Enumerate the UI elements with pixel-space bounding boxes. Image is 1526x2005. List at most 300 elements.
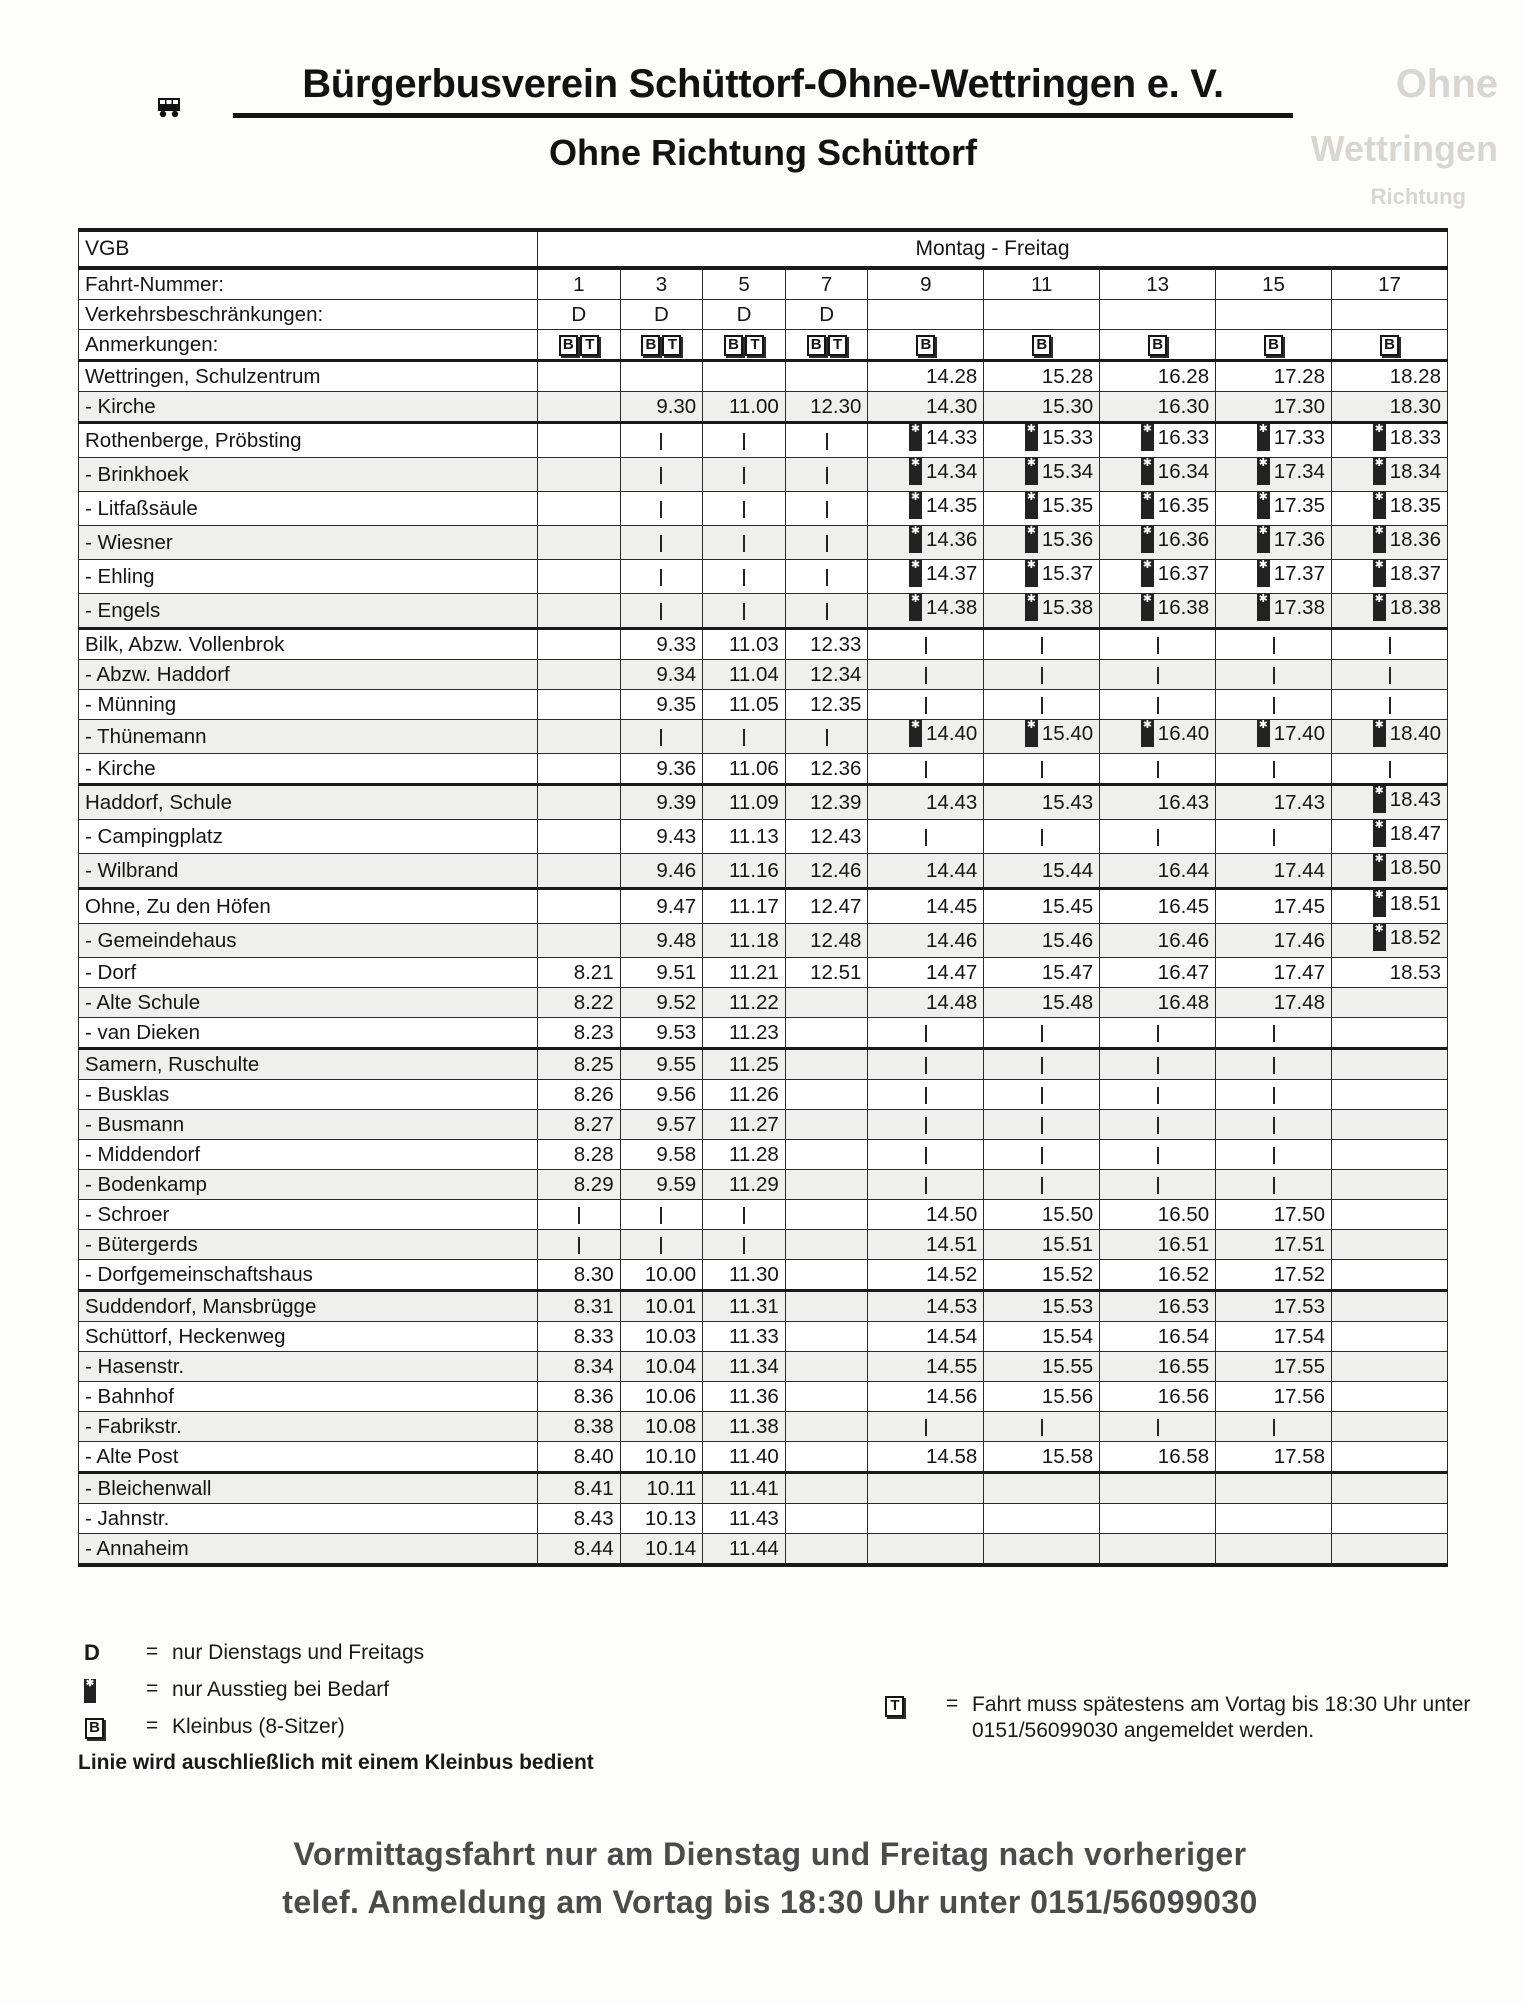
table-row bbox=[79, 958, 1448, 988]
minibus-badge-icon: B bbox=[641, 335, 660, 356]
through-line-icon bbox=[826, 729, 828, 746]
request-stop-flag-icon bbox=[1373, 924, 1386, 951]
table-row bbox=[79, 1080, 1448, 1110]
departure-time-cell: ✱ 16.37 bbox=[1100, 560, 1216, 594]
through-line-icon bbox=[826, 501, 828, 518]
table-row bbox=[79, 1442, 1448, 1473]
departure-time-cell: ✱ 18.47 bbox=[1332, 820, 1448, 854]
through-line-icon bbox=[660, 603, 662, 620]
legend-row bbox=[78, 1677, 818, 1703]
empty-cell bbox=[785, 1080, 868, 1110]
stop-name: - Münning bbox=[79, 690, 538, 720]
through-line-icon bbox=[925, 1419, 927, 1436]
legend-equals: = bbox=[146, 1677, 159, 1700]
through-marker-cell bbox=[703, 458, 786, 492]
through-line-icon bbox=[1041, 1177, 1043, 1194]
departure-time-cell: ✱ 16.40 bbox=[1100, 720, 1216, 754]
departure-time-cell: 11.27 bbox=[703, 1110, 786, 1140]
remarks-cell bbox=[868, 330, 984, 361]
through-marker-cell bbox=[703, 423, 786, 458]
through-marker-cell bbox=[785, 423, 868, 458]
legend-note: Linie wird auschließlich mit einem Kleinbus bedient bbox=[78, 1751, 594, 1775]
empty-cell bbox=[785, 361, 868, 392]
departure-time-cell: ✱ 16.36 bbox=[1100, 526, 1216, 560]
through-line-icon bbox=[826, 603, 828, 620]
departure-time-cell: 15.43 bbox=[984, 785, 1100, 820]
legend-equals: = bbox=[146, 1714, 159, 1738]
empty-cell bbox=[1332, 1534, 1448, 1566]
through-line-icon bbox=[1157, 637, 1159, 654]
through-marker-cell bbox=[868, 1080, 984, 1110]
stop-name: - Jahnstr. bbox=[79, 1504, 538, 1534]
request-stop-flag-icon bbox=[909, 424, 922, 451]
departure-time-cell: 14.44 bbox=[868, 854, 984, 889]
through-line-icon bbox=[660, 433, 662, 450]
departure-time-cell: 8.38 bbox=[538, 1412, 621, 1442]
table-row bbox=[79, 1382, 1448, 1412]
through-marker-cell bbox=[1332, 660, 1448, 690]
through-line-icon bbox=[1041, 1117, 1043, 1134]
table-row bbox=[79, 1110, 1448, 1140]
restriction-cell bbox=[1100, 300, 1216, 330]
stop-name: - Dorfgemeinschaftshaus bbox=[79, 1260, 538, 1291]
through-marker-cell bbox=[1216, 1170, 1332, 1200]
row-label-restrictions: Verkehrsbeschränkungen: bbox=[79, 300, 538, 330]
departure-time-cell: 15.47 bbox=[984, 958, 1100, 988]
departure-time-cell: 9.56 bbox=[620, 1080, 703, 1110]
restriction-cell bbox=[868, 300, 984, 330]
empty-cell bbox=[1332, 1412, 1448, 1442]
through-line-icon bbox=[660, 569, 662, 586]
through-line-icon bbox=[1157, 1147, 1159, 1164]
empty-cell bbox=[538, 754, 621, 785]
table-row bbox=[79, 1018, 1448, 1049]
through-marker-cell bbox=[1100, 629, 1216, 660]
empty-cell bbox=[1332, 1260, 1448, 1291]
through-marker-cell bbox=[703, 526, 786, 560]
departure-time-cell: 9.55 bbox=[620, 1049, 703, 1080]
page-title: Bürgerbusverein Schüttorf-Ohne-Wettringen e. V. bbox=[302, 62, 1224, 106]
empty-cell bbox=[538, 458, 621, 492]
departure-time-cell: 12.33 bbox=[785, 629, 868, 660]
restrictions-row bbox=[79, 300, 1448, 330]
departure-time-cell: 14.53 bbox=[868, 1291, 984, 1322]
through-marker-cell bbox=[984, 1140, 1100, 1170]
through-line-icon bbox=[578, 1207, 580, 1224]
empty-cell bbox=[538, 690, 621, 720]
departure-time-cell: 12.39 bbox=[785, 785, 868, 820]
departure-time-cell: 17.56 bbox=[1216, 1382, 1332, 1412]
request-stop-flag-icon bbox=[1257, 560, 1270, 587]
table-row bbox=[79, 392, 1448, 423]
through-marker-cell bbox=[1100, 820, 1216, 854]
departure-time-cell: 17.52 bbox=[1216, 1260, 1332, 1291]
through-line-icon bbox=[743, 467, 745, 484]
departure-time-cell: ✱ 16.33 bbox=[1100, 423, 1216, 458]
phone-booking-badge-icon: T bbox=[885, 1696, 904, 1717]
table-row bbox=[79, 1473, 1448, 1504]
departure-time-cell: 15.58 bbox=[984, 1442, 1100, 1473]
empty-cell bbox=[785, 1200, 868, 1230]
departure-time-cell: 12.47 bbox=[785, 889, 868, 924]
departure-time-cell: 8.31 bbox=[538, 1291, 621, 1322]
through-marker-cell bbox=[868, 1110, 984, 1140]
departure-time-cell: ✱ 16.35 bbox=[1100, 492, 1216, 526]
phone-booking-badge-icon: T bbox=[745, 335, 764, 356]
empty-cell bbox=[785, 1018, 868, 1049]
empty-cell bbox=[984, 1504, 1100, 1534]
stop-name: - Engels bbox=[79, 594, 538, 629]
empty-cell bbox=[785, 1110, 868, 1140]
table-row bbox=[79, 492, 1448, 526]
phone-booking-badge-icon: T bbox=[580, 335, 599, 356]
table-row bbox=[79, 1322, 1448, 1352]
through-marker-cell bbox=[703, 1230, 786, 1260]
through-marker-cell bbox=[984, 1412, 1100, 1442]
through-marker-cell bbox=[785, 458, 868, 492]
legend-description: Kleinbus (8-Sitzer) bbox=[172, 1715, 345, 1739]
empty-cell bbox=[785, 1170, 868, 1200]
through-marker-cell bbox=[1100, 690, 1216, 720]
legend-row bbox=[878, 1692, 1478, 1744]
empty-cell bbox=[785, 1291, 868, 1322]
remarks-cell bbox=[703, 330, 786, 361]
empty-cell bbox=[538, 660, 621, 690]
through-line-icon bbox=[925, 1177, 927, 1194]
departure-time-cell: ✱ 14.35 bbox=[868, 492, 984, 526]
through-marker-cell bbox=[868, 1170, 984, 1200]
table-row bbox=[79, 720, 1448, 754]
through-line-icon bbox=[1041, 1025, 1043, 1042]
empty-cell bbox=[1332, 1230, 1448, 1260]
stop-name: Ohne, Zu den Höfen bbox=[79, 889, 538, 924]
departure-time-cell: ✱ 14.40 bbox=[868, 720, 984, 754]
restriction-cell bbox=[984, 300, 1100, 330]
legend-key bbox=[78, 1714, 146, 1740]
stop-name: - Busklas bbox=[79, 1080, 538, 1110]
legend-equals: = bbox=[146, 1640, 159, 1663]
through-line-icon bbox=[578, 1237, 580, 1254]
request-stop-flag-icon bbox=[1373, 890, 1386, 917]
empty-cell bbox=[1332, 1322, 1448, 1352]
empty-cell bbox=[785, 1412, 868, 1442]
through-line-icon bbox=[743, 1237, 745, 1254]
trip-number-5: 5 bbox=[703, 268, 786, 300]
departure-time-cell: 16.44 bbox=[1100, 854, 1216, 889]
request-stop-flag-icon bbox=[1373, 424, 1386, 451]
empty-cell bbox=[868, 1473, 984, 1504]
departure-time-cell: ✱ 18.51 bbox=[1332, 889, 1448, 924]
phone-booking-badge-icon: T bbox=[662, 335, 681, 356]
departure-time-cell: 16.56 bbox=[1100, 1382, 1216, 1412]
through-line-icon bbox=[925, 1025, 927, 1042]
through-marker-cell bbox=[868, 660, 984, 690]
table-row bbox=[79, 594, 1448, 629]
stop-name: - Thünemann bbox=[79, 720, 538, 754]
stop-name: - Alte Schule bbox=[79, 988, 538, 1018]
through-marker-cell bbox=[868, 1049, 984, 1080]
departure-time-cell: 14.30 bbox=[868, 392, 984, 423]
empty-cell bbox=[785, 1140, 868, 1170]
remarks-row bbox=[79, 330, 1448, 361]
trip-number-15: 15 bbox=[1216, 268, 1332, 300]
departure-time-cell: 10.04 bbox=[620, 1352, 703, 1382]
through-marker-cell bbox=[1216, 754, 1332, 785]
departure-time-cell: 17.55 bbox=[1216, 1352, 1332, 1382]
through-line-icon bbox=[826, 433, 828, 450]
through-marker-cell bbox=[785, 720, 868, 754]
empty-cell bbox=[1332, 1140, 1448, 1170]
through-marker-cell bbox=[1100, 660, 1216, 690]
departure-time-cell: 16.51 bbox=[1100, 1230, 1216, 1260]
bottom-notice bbox=[90, 1830, 1450, 1926]
notice-line-1: Vormittagsfahrt nur am Dienstag und Freitag nach vorheriger bbox=[293, 1836, 1247, 1872]
request-stop-flag-icon bbox=[1141, 720, 1154, 747]
table-row bbox=[79, 1200, 1448, 1230]
departure-time-cell: 11.18 bbox=[703, 924, 786, 958]
empty-cell bbox=[703, 361, 786, 392]
empty-cell bbox=[1332, 1110, 1448, 1140]
legend-description: nur Ausstieg bei Bedarf bbox=[172, 1678, 390, 1701]
departure-time-cell: 14.52 bbox=[868, 1260, 984, 1291]
through-line-icon bbox=[826, 535, 828, 552]
empty-cell bbox=[620, 361, 703, 392]
through-line-icon bbox=[660, 729, 662, 746]
departure-time-cell: 18.53 bbox=[1332, 958, 1448, 988]
through-marker-cell bbox=[1216, 690, 1332, 720]
stop-name: - Alte Post bbox=[79, 1442, 538, 1473]
departure-time-cell: 9.36 bbox=[620, 754, 703, 785]
departure-time-cell: 8.25 bbox=[538, 1049, 621, 1080]
remarks-cell bbox=[538, 330, 621, 361]
stop-name: - Litfaßsäule bbox=[79, 492, 538, 526]
request-stop-flag-icon bbox=[1025, 458, 1038, 485]
table-header-row bbox=[79, 230, 1448, 268]
departure-time-cell: 14.58 bbox=[868, 1442, 984, 1473]
restriction-cell: D bbox=[785, 300, 868, 330]
minibus-badge-icon: B bbox=[916, 335, 935, 356]
empty-cell bbox=[538, 594, 621, 629]
through-line-icon bbox=[1157, 697, 1159, 714]
departure-time-cell: ✱ 18.33 bbox=[1332, 423, 1448, 458]
phone-booking-badge-icon: T bbox=[828, 335, 847, 356]
through-marker-cell bbox=[703, 1200, 786, 1230]
departure-time-cell: 11.00 bbox=[703, 392, 786, 423]
through-line-icon bbox=[925, 761, 927, 778]
request-stop-flag-icon bbox=[1141, 424, 1154, 451]
table-row bbox=[79, 1352, 1448, 1382]
departure-time-cell: ✱ 14.34 bbox=[868, 458, 984, 492]
departure-time-cell: 14.56 bbox=[868, 1382, 984, 1412]
stop-name: - Middendorf bbox=[79, 1140, 538, 1170]
departure-time-cell: ✱ 16.38 bbox=[1100, 594, 1216, 629]
departure-time-cell: 12.51 bbox=[785, 958, 868, 988]
departure-time-cell: ✱ 15.34 bbox=[984, 458, 1100, 492]
through-marker-cell bbox=[538, 1200, 621, 1230]
departure-time-cell: 14.46 bbox=[868, 924, 984, 958]
stop-name: - Kirche bbox=[79, 754, 538, 785]
departure-time-cell: ✱ 15.40 bbox=[984, 720, 1100, 754]
departure-time-cell: ✱ 18.38 bbox=[1332, 594, 1448, 629]
through-line-icon bbox=[660, 1237, 662, 1254]
departure-time-cell: 14.47 bbox=[868, 958, 984, 988]
departure-time-cell: 16.47 bbox=[1100, 958, 1216, 988]
table-row bbox=[79, 458, 1448, 492]
departure-time-cell: 11.44 bbox=[703, 1534, 786, 1566]
through-marker-cell bbox=[868, 629, 984, 660]
request-stop-flag-icon bbox=[1373, 492, 1386, 519]
departure-time-cell: 15.52 bbox=[984, 1260, 1100, 1291]
departure-time-cell: 11.25 bbox=[703, 1049, 786, 1080]
stop-name: - Bodenkamp bbox=[79, 1170, 538, 1200]
remarks-cell bbox=[1332, 330, 1448, 361]
departure-time-cell: 11.30 bbox=[703, 1260, 786, 1291]
through-line-icon bbox=[1389, 667, 1391, 684]
departure-time-cell: 10.00 bbox=[620, 1260, 703, 1291]
departure-time-cell: 12.35 bbox=[785, 690, 868, 720]
departure-time-cell: 16.58 bbox=[1100, 1442, 1216, 1473]
table-row bbox=[79, 1230, 1448, 1260]
departure-time-cell: 10.08 bbox=[620, 1412, 703, 1442]
table-row bbox=[79, 1504, 1448, 1534]
through-line-icon bbox=[1273, 1025, 1275, 1042]
empty-cell bbox=[538, 492, 621, 526]
through-marker-cell bbox=[984, 1080, 1100, 1110]
empty-cell bbox=[868, 1534, 984, 1566]
minibus-badge-icon: B bbox=[1380, 335, 1399, 356]
departure-time-cell: 11.34 bbox=[703, 1352, 786, 1382]
request-stop-flag-icon bbox=[909, 492, 922, 519]
stop-name: Suddendorf, Mansbrügge bbox=[79, 1291, 538, 1322]
departure-time-cell: 11.38 bbox=[703, 1412, 786, 1442]
empty-cell bbox=[1216, 1473, 1332, 1504]
request-stop-flag-icon bbox=[84, 1679, 96, 1703]
through-marker-cell bbox=[620, 526, 703, 560]
table-row bbox=[79, 1049, 1448, 1080]
departure-time-cell: ✱ 17.38 bbox=[1216, 594, 1332, 629]
departure-time-cell: 18.30 bbox=[1332, 392, 1448, 423]
departure-time-cell: 8.41 bbox=[538, 1473, 621, 1504]
departure-time-cell: 8.36 bbox=[538, 1382, 621, 1412]
empty-cell bbox=[538, 392, 621, 423]
through-line-icon bbox=[1157, 1117, 1159, 1134]
through-marker-cell bbox=[620, 458, 703, 492]
through-marker-cell bbox=[984, 1049, 1100, 1080]
departure-time-cell: 11.31 bbox=[703, 1291, 786, 1322]
empty-cell bbox=[1332, 1504, 1448, 1534]
page-subtitle: Ohne Richtung Schüttorf bbox=[549, 132, 977, 173]
departure-time-cell: 9.52 bbox=[620, 988, 703, 1018]
request-stop-flag-icon bbox=[1373, 720, 1386, 747]
departure-time-cell: 16.45 bbox=[1100, 889, 1216, 924]
through-line-icon bbox=[660, 1207, 662, 1224]
empty-cell bbox=[1332, 1352, 1448, 1382]
trip-number-row bbox=[79, 268, 1448, 300]
through-marker-cell bbox=[703, 720, 786, 754]
through-marker-cell bbox=[1100, 1110, 1216, 1140]
through-marker-cell bbox=[1100, 1018, 1216, 1049]
trip-number-11: 11 bbox=[984, 268, 1100, 300]
table-row bbox=[79, 1534, 1448, 1566]
through-line-icon bbox=[1273, 667, 1275, 684]
departure-time-cell: 8.29 bbox=[538, 1170, 621, 1200]
through-line-icon bbox=[1041, 637, 1043, 654]
departure-time-cell: 15.45 bbox=[984, 889, 1100, 924]
departure-time-cell: 9.30 bbox=[620, 392, 703, 423]
departure-time-cell: ✱ 15.36 bbox=[984, 526, 1100, 560]
request-stop-flag-icon bbox=[1257, 492, 1270, 519]
departure-time-cell: 14.55 bbox=[868, 1352, 984, 1382]
empty-cell bbox=[538, 785, 621, 820]
empty-cell bbox=[785, 1534, 868, 1566]
departure-time-cell: 9.58 bbox=[620, 1140, 703, 1170]
trip-number-7: 7 bbox=[785, 268, 868, 300]
notice-line-2: telef. Anmeldung am Vortag bis 18:30 Uhr unter 0151/56099030 bbox=[282, 1884, 1258, 1920]
through-line-icon bbox=[1041, 761, 1043, 778]
departure-time-cell: 15.48 bbox=[984, 988, 1100, 1018]
table-row bbox=[79, 361, 1448, 392]
request-stop-flag-icon bbox=[1373, 560, 1386, 587]
departure-time-cell: 15.54 bbox=[984, 1322, 1100, 1352]
stop-name: - Dorf bbox=[79, 958, 538, 988]
through-line-icon bbox=[925, 1147, 927, 1164]
through-marker-cell bbox=[1100, 1080, 1216, 1110]
departure-time-cell: ✱ 14.38 bbox=[868, 594, 984, 629]
ghost-text-line3: Richtung bbox=[1370, 184, 1466, 209]
departure-time-cell: 11.06 bbox=[703, 754, 786, 785]
stop-name: - Schroer bbox=[79, 1200, 538, 1230]
through-line-icon bbox=[1157, 1025, 1159, 1042]
departure-time-cell: 10.06 bbox=[620, 1382, 703, 1412]
departure-time-cell: 16.54 bbox=[1100, 1322, 1216, 1352]
trip-number-3: 3 bbox=[620, 268, 703, 300]
through-marker-cell bbox=[1216, 1412, 1332, 1442]
table-row bbox=[79, 889, 1448, 924]
stop-name: - Bütergerds bbox=[79, 1230, 538, 1260]
through-marker-cell bbox=[984, 1018, 1100, 1049]
remarks-cell bbox=[785, 330, 868, 361]
departure-time-cell: ✱ 18.34 bbox=[1332, 458, 1448, 492]
request-stop-flag-icon bbox=[1257, 526, 1270, 553]
departure-time-cell: 17.45 bbox=[1216, 889, 1332, 924]
through-line-icon bbox=[1157, 1087, 1159, 1104]
departure-time-cell: 14.51 bbox=[868, 1230, 984, 1260]
departure-time-cell: 18.28 bbox=[1332, 361, 1448, 392]
departure-time-cell: 9.46 bbox=[620, 854, 703, 889]
minibus-badge-icon: B bbox=[85, 1718, 104, 1739]
through-line-icon bbox=[660, 501, 662, 518]
restriction-cell: D bbox=[620, 300, 703, 330]
departure-time-cell: 15.44 bbox=[984, 854, 1100, 889]
through-line-icon bbox=[1041, 1057, 1043, 1074]
through-line-icon bbox=[1273, 1087, 1275, 1104]
legend-description: Fahrt muss spätestens am Vortag bis 18:30 Uhr unter 0151/56099030 angemeldet werden. bbox=[972, 1693, 1471, 1742]
trip-number-17: 17 bbox=[1332, 268, 1448, 300]
request-stop-flag-icon bbox=[1257, 458, 1270, 485]
empty-cell bbox=[538, 854, 621, 889]
request-stop-flag-icon bbox=[1141, 526, 1154, 553]
departure-time-cell: ✱ 14.37 bbox=[868, 560, 984, 594]
through-line-icon bbox=[1273, 697, 1275, 714]
stop-name: - Ehling bbox=[79, 560, 538, 594]
stop-name: - Annaheim bbox=[79, 1534, 538, 1566]
departure-time-cell: ✱ 15.37 bbox=[984, 560, 1100, 594]
departure-time-cell: 9.43 bbox=[620, 820, 703, 854]
through-marker-cell bbox=[868, 690, 984, 720]
stop-name: - van Dieken bbox=[79, 1018, 538, 1049]
legend-key bbox=[78, 1677, 146, 1703]
request-stop-flag-icon bbox=[1373, 820, 1386, 847]
